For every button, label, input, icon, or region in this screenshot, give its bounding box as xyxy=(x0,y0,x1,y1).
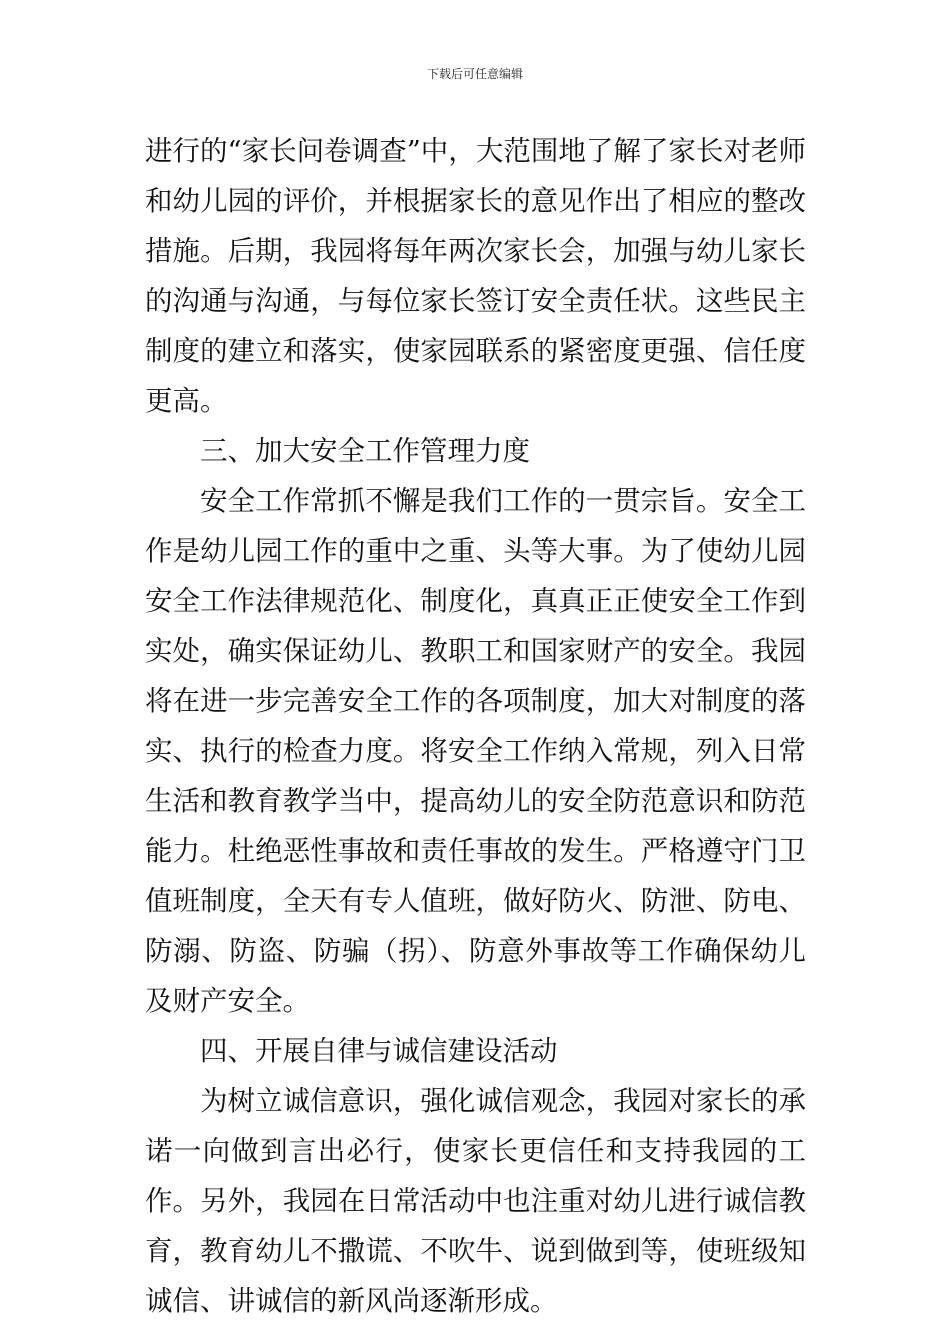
document-body xyxy=(145,126,806,1326)
body-paragraph: 安全工作常抓不懈是我们工作的一贯宗旨。安全工作是幼儿园工作的重中之重、头等大事。为了使幼儿园安全工作法律规范化、制度化，真真正正使安全工作到实处，确实保证幼儿、教职工和国家财产的安全。我园将在进一步完善安全工作的各项制度，加大对制度的落实、执行的检查力度。将安全工作纳入常规，列入日常生活和教育教学当中，提高幼儿的安全防范意识和防范能力。杜绝恶性事故和责任事故的发生。严格遵守门卫值班制度，全天有专人值班，做好防火、防泄、防电、防溺、防盗、防骗（拐）、防意外事故等工作确保幼儿及财产安全。 xyxy=(145,485,806,1017)
body-paragraph: 进行的“家长问卷调查”中，大范围地了解了家长对老师和幼儿园的评价，并根据家长的意见作出了相应的整改措施。后期，我园将每年两次家长会，加强与幼儿家长的沟通与沟通，与每位家长签订安全责任状。这些民主制度的建立和落实，使家园联系的紧密度更强、信任度更高。 xyxy=(145,135,806,417)
section-heading-3: 三、加大安全工作管理力度 xyxy=(200,435,530,467)
page-header: 下载后可任意编辑 xyxy=(426,67,523,81)
section-heading-4: 四、开展自律与诚信建设活动 xyxy=(200,1035,558,1067)
body-paragraph: 为树立诚信意识，强化诚信观念，我园对家长的承诺一向做到言出必行，使家长更信任和支持我园的工作。另外，我园在日常活动中也注重对幼儿进行诚信教育，教育幼儿不撒谎、不吹牛、说到做到等，使班级知诚信、讲诚信的新风尚逐渐形成。 xyxy=(145,1085,806,1317)
